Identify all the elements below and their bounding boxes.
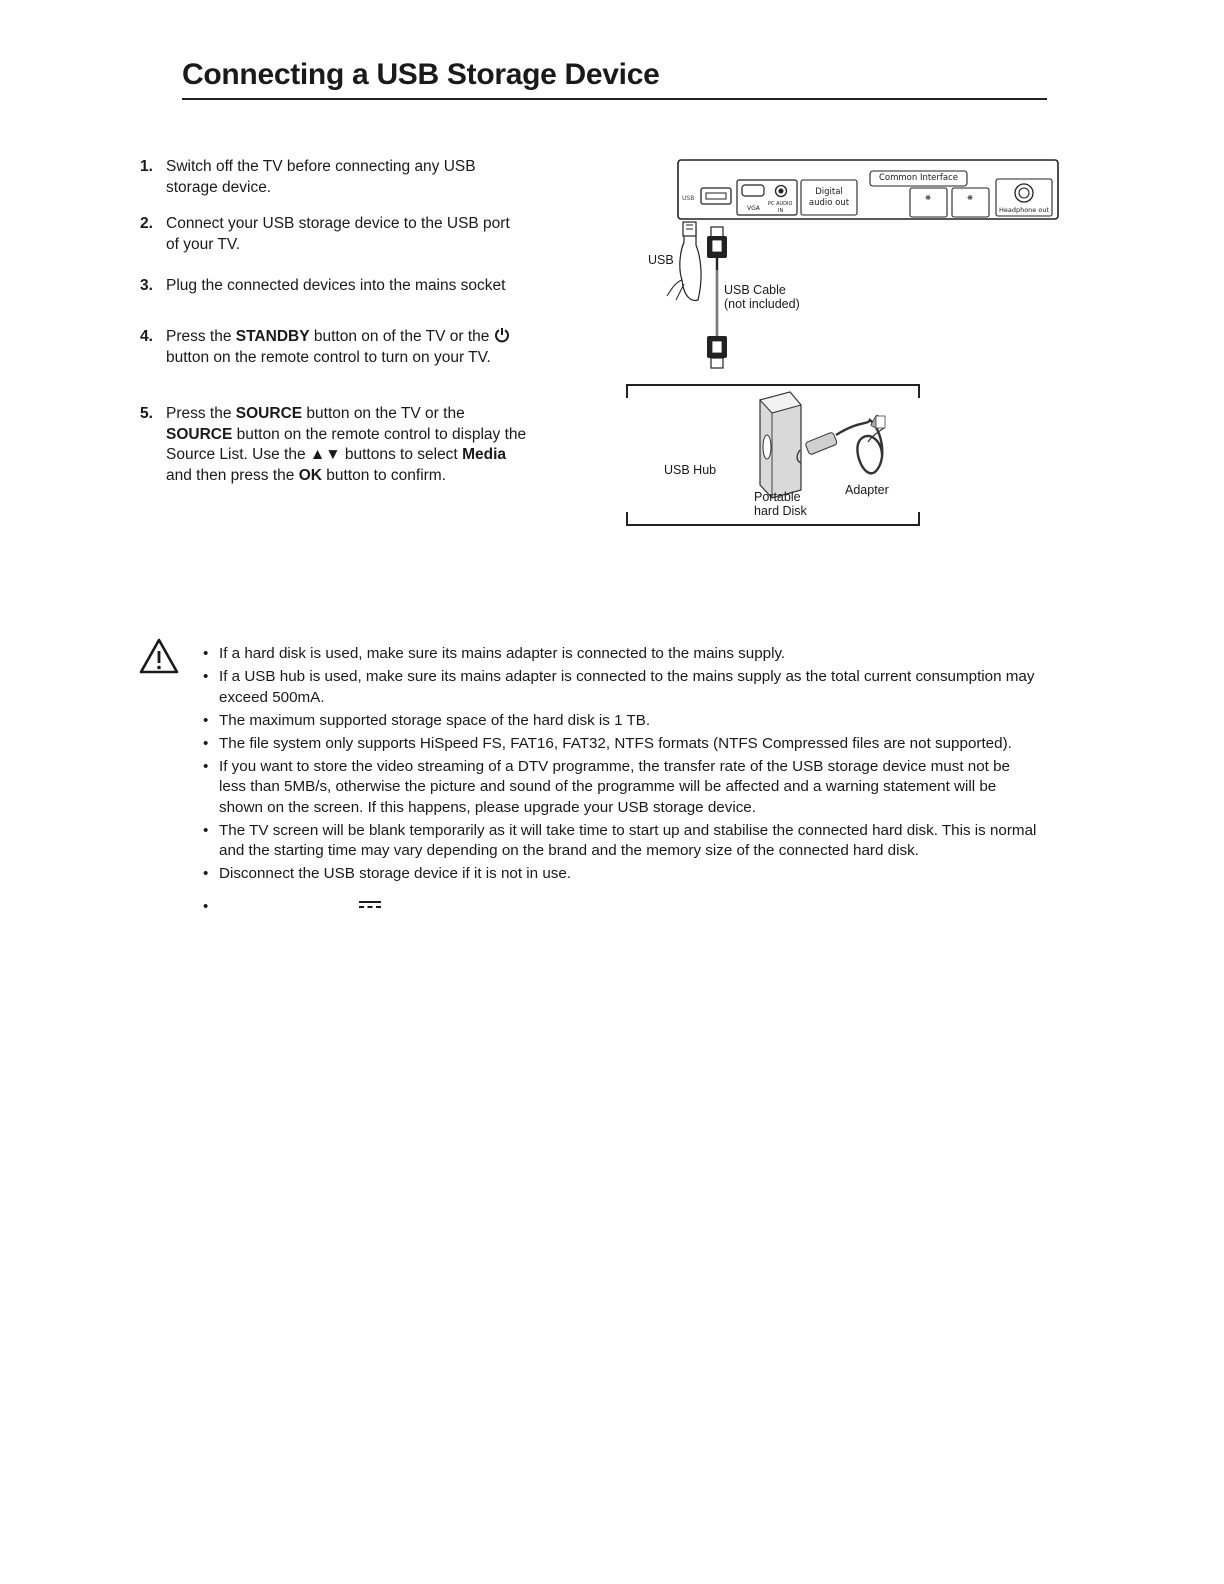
step-text: Plug the connected devices into the mains socket	[166, 277, 506, 294]
step-text: Connect your USB storage device to the USB port of your TV.	[166, 215, 510, 253]
standby-keyword: STANDBY	[235, 328, 310, 345]
note-text: The file system only supports HiSpeed FS, FAT16, FAT32, NTFS formats (NTFS Compressed files are not supported).	[219, 734, 1012, 752]
hdmi-port-1	[910, 188, 947, 217]
text-fragment: Press the	[166, 328, 236, 345]
bullet: •	[203, 865, 209, 882]
source-keyword: SOURCE	[166, 425, 233, 443]
port-icon-2: ❋	[967, 195, 973, 202]
audio-jack-center	[779, 189, 784, 194]
hand-fingers	[667, 280, 684, 300]
panel-pc-audio-in-label: IN	[778, 208, 784, 214]
note-text: If a hard disk is used, make sure its mains adapter is connected to the mains supply.	[219, 645, 786, 662]
text-fragment: and then press the	[166, 466, 299, 484]
power-icon	[494, 327, 510, 343]
adapter-icon	[805, 432, 838, 455]
bullet: •	[203, 757, 209, 775]
dc-symbol-icon	[358, 900, 382, 910]
panel-audio-out-label: audio out	[808, 198, 850, 208]
page-title: Connecting a USB Storage Device	[182, 56, 1047, 100]
step-text: Switch off the TV before connecting any USB storage device.	[166, 158, 476, 196]
step-number: 4.	[140, 328, 153, 345]
bullet: •	[203, 734, 209, 752]
notes-list	[200, 644, 1040, 887]
panel-usb-label: USB	[682, 195, 695, 202]
step-text	[166, 404, 534, 486]
note-item	[200, 864, 1040, 885]
vga-port-icon	[742, 185, 764, 196]
hdmi-port-2	[952, 188, 989, 217]
connection-diagram	[620, 150, 1070, 540]
note-text: The maximum supported storage space of the hard disk is 1 TB.	[219, 711, 651, 729]
note-text: Disconnect the USB storage device if it is not in use.	[219, 865, 572, 882]
step-number: 5.	[140, 405, 153, 422]
note-item	[200, 667, 1040, 708]
cable-bottom-tip	[711, 358, 723, 368]
note-item	[200, 711, 1040, 732]
step-number: 3.	[140, 277, 153, 294]
text-fragment: buttons to select	[340, 446, 463, 463]
panel-headphone-label: Headphone out	[998, 206, 1050, 214]
bullet: •	[203, 645, 209, 662]
bullet: •	[203, 711, 209, 729]
hard-disk-label: hard Disk	[754, 504, 807, 518]
hand-icon	[680, 228, 701, 300]
usb-hub-label: USB Hub	[664, 463, 717, 477]
usb-plug-label: USB	[648, 253, 674, 267]
portable-label: Portable	[754, 490, 801, 504]
not-included-label: (not included)	[724, 297, 800, 311]
cable-top-tip	[711, 227, 723, 237]
wall-socket-icon	[876, 416, 885, 428]
text-fragment: button on the remote control to display the Source List. Use the	[166, 425, 527, 463]
panel-digital-label: Digital	[815, 187, 843, 197]
panel-common-interface-label: Common Interface	[878, 173, 959, 183]
port-icon-1: ❋	[925, 195, 931, 202]
up-down-arrows-icon: ▲▼	[309, 446, 341, 463]
step-5	[140, 404, 540, 486]
step-3	[140, 276, 540, 297]
text-fragment: button to confirm.	[321, 466, 447, 484]
warning-triangle-icon	[138, 637, 180, 675]
step-1	[140, 157, 540, 198]
step-text	[166, 327, 526, 368]
usb-port-slot	[706, 193, 726, 199]
note-text: If a USB hub is used, make sure its mains adapter is connected to the mains supply as the total current consumption may exceed 500mA.	[219, 668, 1035, 706]
note-item	[200, 644, 1040, 665]
note-text: If you want to store the video streaming of a DTV programme, the transfer rate of the USB storage device must not be less than 5MB/s, otherwise the picture and sound of the programme will be affected and a warning statement will be shown on the screen. If this happens, please upgrade your USB storage device.	[219, 757, 1010, 816]
media-keyword: Media	[462, 446, 506, 463]
source-keyword: SOURCE	[235, 405, 303, 422]
note-item	[200, 757, 1040, 819]
bullet: •	[203, 668, 209, 685]
note-text: The TV screen will be blank temporarily as it will take time to start up and stabilise the connected hard disk. This is normal and the starting time may vary depending on the brand and the memory size of the connected hard disk.	[219, 821, 1037, 859]
step-4	[140, 327, 540, 368]
empty-bullet: •	[203, 898, 209, 915]
text-fragment: button on the TV or the	[302, 405, 465, 422]
ok-keyword: OK	[298, 466, 322, 484]
adapter-label: Adapter	[845, 483, 889, 497]
text-fragment: button on of the TV or the	[309, 328, 494, 345]
step-number: 1.	[140, 158, 153, 175]
panel-pc-audio-label: PC AUDIO	[768, 201, 793, 207]
text-fragment: button on the remote control to turn on your TV.	[166, 348, 491, 366]
text-fragment: Press the	[166, 405, 236, 422]
panel-vga-label: VGA	[747, 205, 760, 212]
step-number: 2.	[140, 215, 153, 232]
note-item	[200, 821, 1040, 862]
bullet: •	[203, 821, 209, 839]
note-item	[200, 734, 1040, 755]
step-2	[140, 214, 540, 255]
usb-cable-label: USB Cable	[724, 283, 786, 297]
